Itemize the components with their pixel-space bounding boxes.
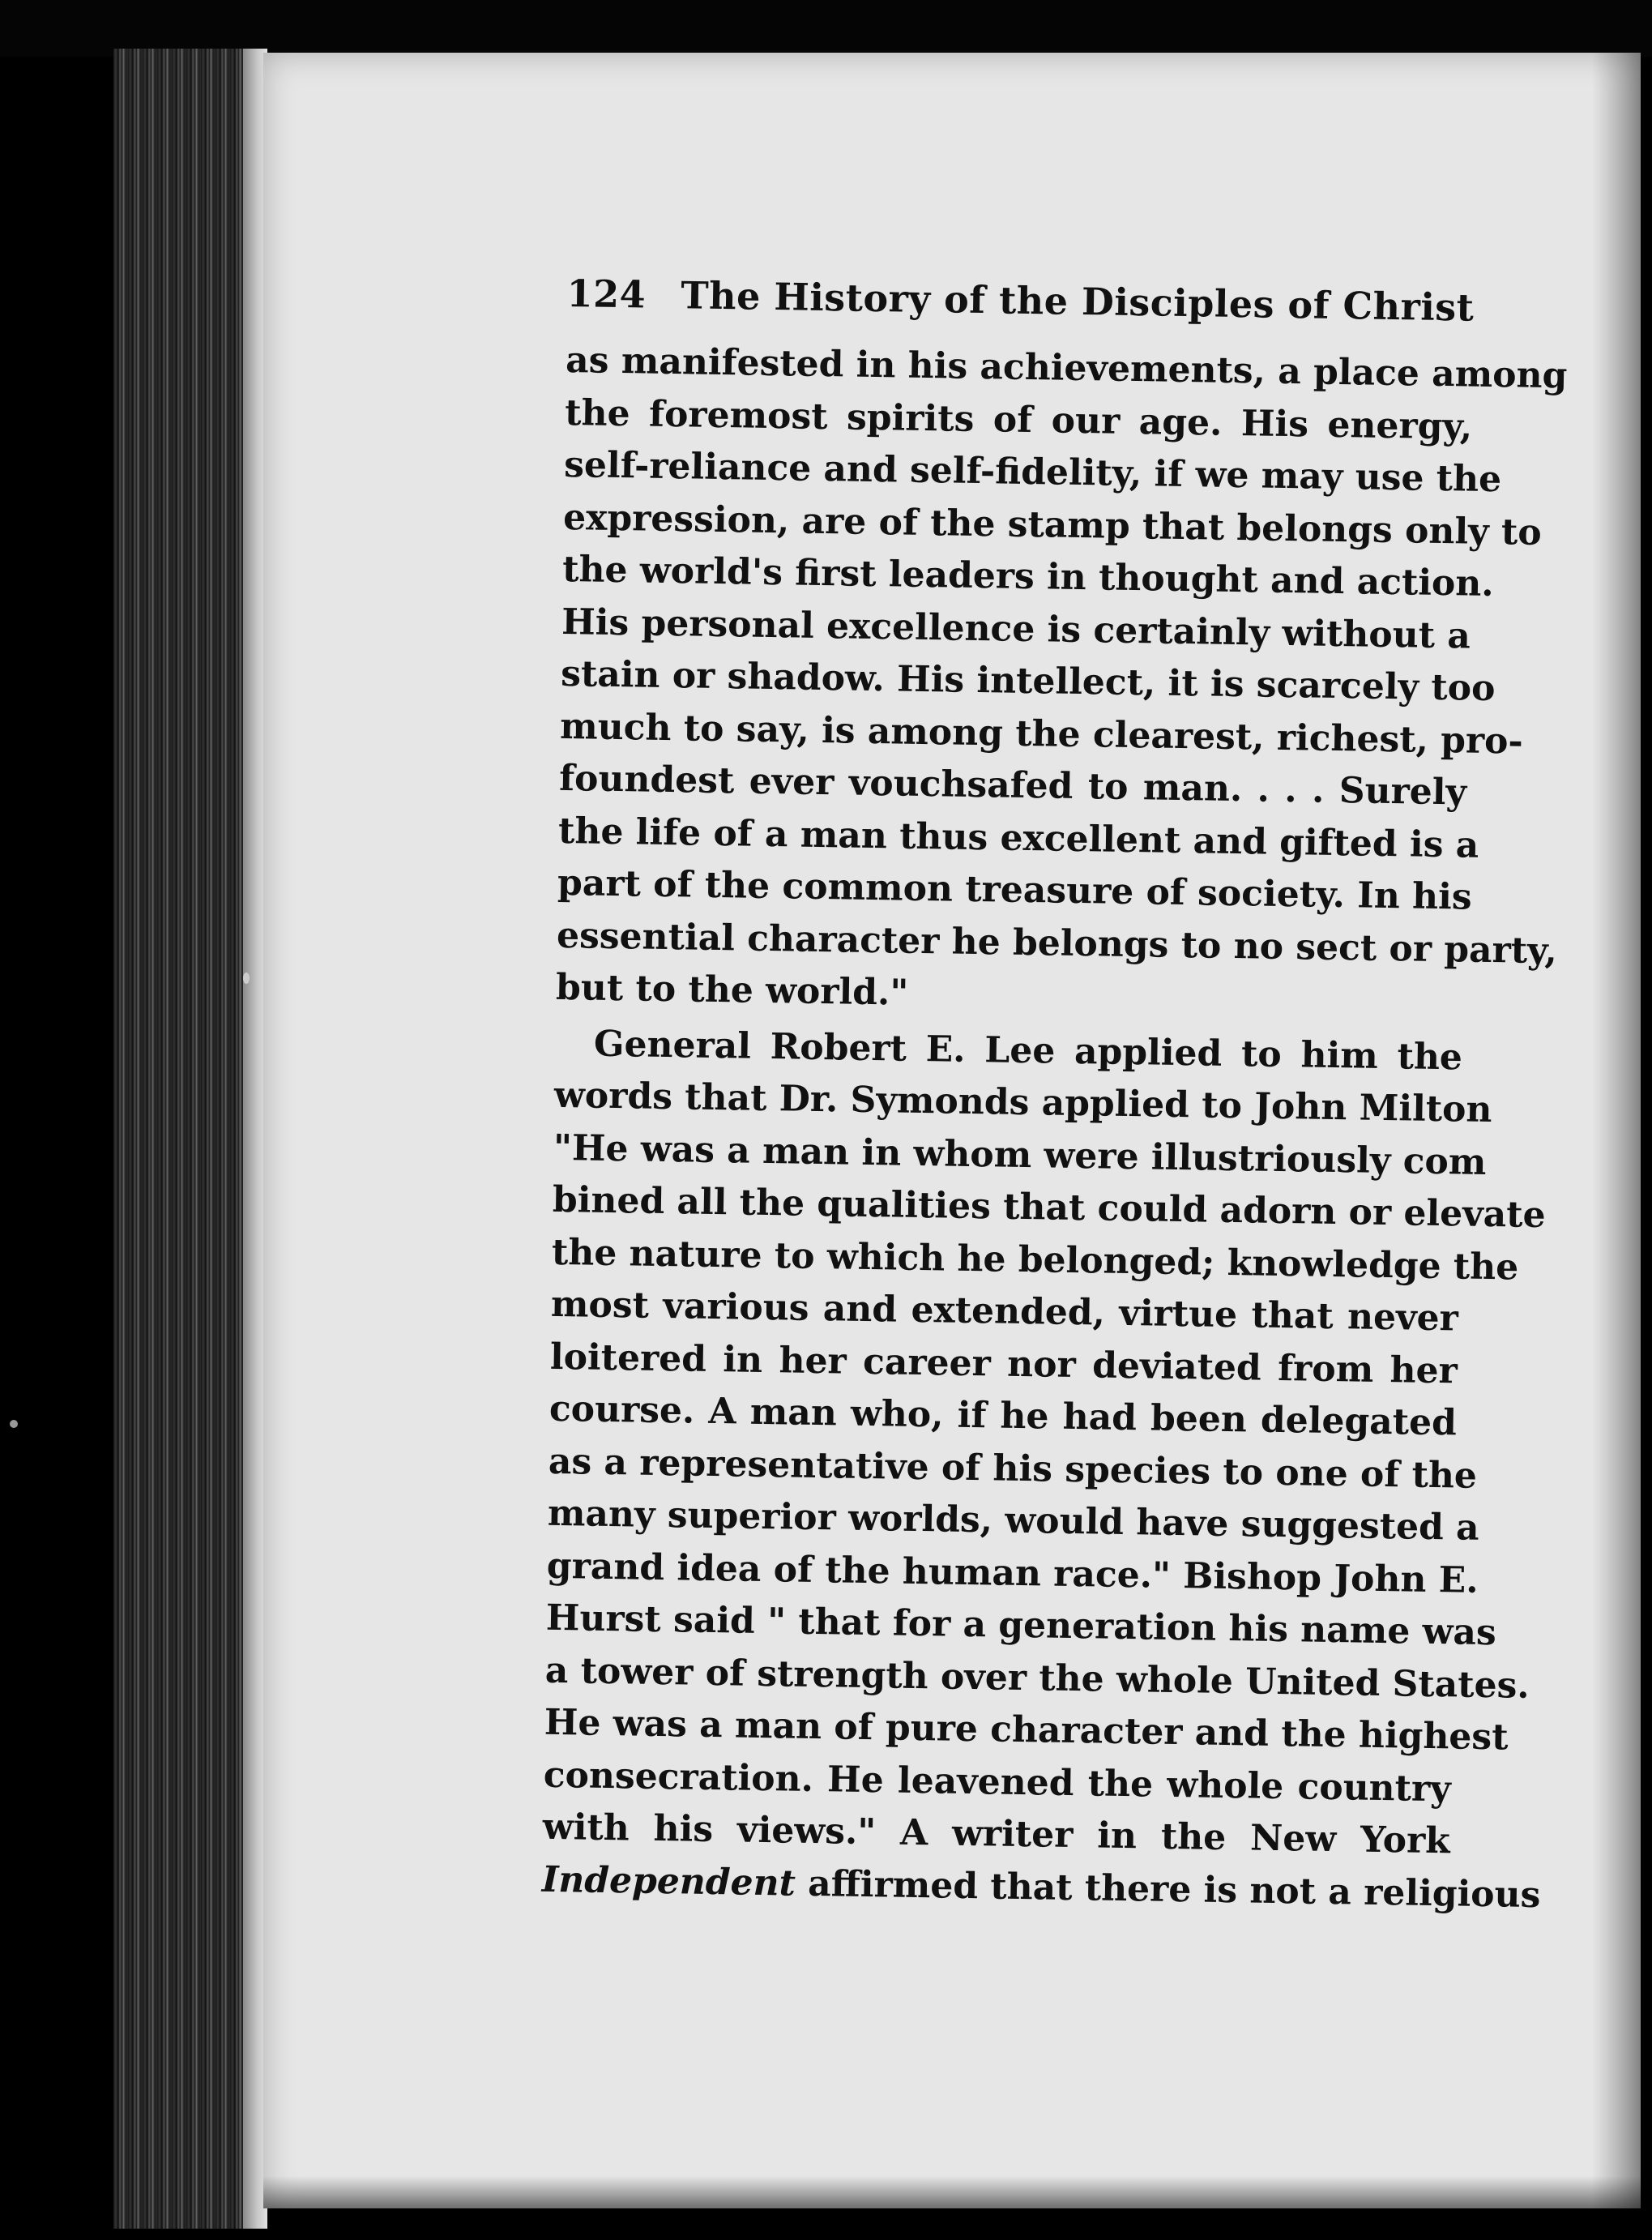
text-line: course. A man who, if he had been delegated — [549, 1387, 1458, 1444]
text-line: but to the world." — [555, 966, 909, 1014]
text-line: essential character he belongs to no sect or party, — [556, 914, 1558, 972]
text-line: stain or shadow. His intellect, it is scarcely too — [560, 652, 1496, 710]
page-number: 124 — [566, 271, 647, 317]
text-line: He was a man of pure character and the highest — [544, 1701, 1509, 1759]
text-line: with his views." A writer in the New York — [542, 1806, 1451, 1862]
text-line: part of the common treasure of society. In his — [557, 861, 1472, 918]
speck — [243, 973, 250, 984]
text-line: a tower of strength over the whole United States. — [544, 1649, 1530, 1707]
text-line: "He was a man in whom were illustriously com — [553, 1126, 1487, 1183]
text-block — [541, 271, 1568, 1920]
paragraph-1 — [555, 335, 1568, 1028]
text-line: expression, are of the stamp that belongs only to — [562, 496, 1543, 554]
italic-title: Independent — [541, 1858, 796, 1904]
right-shadow — [1592, 53, 1641, 2208]
text-line: much to say, is among the clearest, richest, pro- — [559, 705, 1524, 763]
text-line: the world's first leaders in thought and action. — [561, 548, 1495, 605]
text-line: words that Dr. Symonds applied to John Milton — [553, 1074, 1492, 1131]
text-line: many superior worlds, would have suggested a — [547, 1492, 1480, 1549]
text-line: bined all the qualities that could adorn or elevate — [552, 1178, 1546, 1237]
text-line: His personal excellence is certainly without a — [561, 601, 1471, 657]
speck — [10, 1420, 18, 1428]
text-line: foundest ever vouchsafed to man. . . . Surely — [558, 757, 1467, 814]
text-line: as a representative of his species to one of the — [548, 1440, 1478, 1497]
text-line: as manifested in his achievements, a place among — [565, 339, 1568, 397]
text-fragment: affirmed that there is not a religious — [795, 1862, 1541, 1916]
text-line: most various and extended, virtue that never — [550, 1283, 1459, 1340]
running-title: The History of the Disciples of Christ — [681, 273, 1475, 330]
text-line: the nature to which he belonged; knowledge the — [551, 1231, 1519, 1289]
text-line: General Robert E. Lee applied to him the — [593, 1023, 1463, 1078]
paragraph-2 — [541, 1017, 1546, 1920]
text-line: self-reliance and self-fidelity, if we may use the — [563, 443, 1502, 501]
text-line: consecration. He leavened the whole country — [543, 1754, 1452, 1810]
bottom-shadow — [263, 2176, 1641, 2208]
text-line: loitered in her career nor deviated from her — [549, 1336, 1458, 1391]
text-line: the foremost spirits of our age. His energy, — [564, 391, 1473, 448]
text-line: the life of a man thus excellent and gifted is a — [557, 810, 1479, 866]
text-line: grand idea of the human race." Bishop John E. — [546, 1545, 1479, 1601]
text-line: Hurst said " that for a generation his name was — [545, 1597, 1497, 1654]
